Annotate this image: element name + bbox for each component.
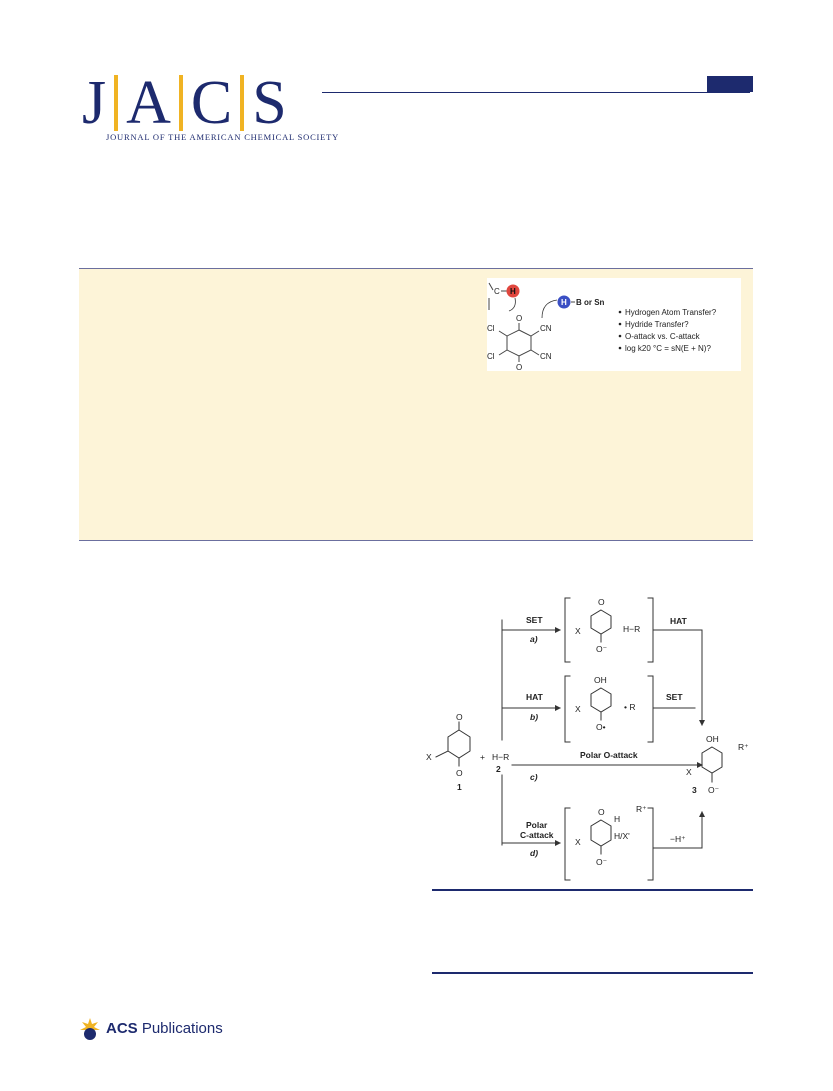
polar-c-line1: Polar [526,820,548,830]
path-c-label: c) [530,772,538,782]
header-tab [707,76,753,92]
header-rule [322,92,750,93]
hr-cation-label: H−R [623,624,641,634]
set-label-right: SET [666,692,683,702]
acs-publications-logo [78,1016,228,1046]
compound-3-number: 3 [692,785,697,795]
x-label-product: X [686,767,692,777]
hat-label-right: HAT [670,616,687,626]
o-minus-label-a: O⁻ [596,644,608,654]
h-label-d: H [614,814,621,824]
path-a-label: a) [530,634,538,644]
acs-publications-text: Publications [137,1020,223,1037]
o-bottom-label: O [516,363,523,371]
scheme-caption-rule-top [432,889,753,891]
ch-c-label: C [494,287,500,296]
o-dot-label: O• [596,722,606,732]
x-label-a: X [575,626,581,636]
oh-label-b: OH [594,675,607,685]
path-d-label: d) [530,848,539,858]
acs-bold-text: ACS [106,1020,138,1037]
journal-subtitle: JOURNAL OF THE AMERICAN CHEMICAL SOCIETY [106,132,340,142]
toc-graphic [487,278,741,371]
scheme-caption-rule-bottom [432,972,753,974]
r-radical-label: • R [624,702,636,712]
set-label: SET [526,615,543,625]
o-label-bottom: O [456,768,463,778]
o-top-label: O [516,314,523,323]
journal-logo [82,69,340,144]
logo-divider [179,75,183,131]
polar-c-line2: C-attack [520,830,554,840]
hr-reagent: H−R [492,752,510,762]
hx-label: H/X' [614,831,630,841]
reaction-scheme [420,590,760,890]
path-b-label: b) [530,712,539,722]
logo-letter-a: A [126,69,171,137]
compound-2-number: 2 [496,764,501,774]
x-label-d: X [575,837,581,847]
toc-bullet-2: Hydride Transfer? [625,320,689,329]
logo-divider [114,75,118,131]
oh-label-product: OH [706,734,719,744]
toc-bullet-4: log k20 °C = sN(E + N)? [625,344,711,353]
o-minus-label-product: O⁻ [708,785,720,795]
o-label-d: O [598,807,605,817]
logo-letter-s: S [252,69,287,137]
r-plus-product: R⁺ [738,742,749,752]
cn2-label: CN [540,352,552,361]
polar-o-attack-label: Polar O-attack [580,750,638,760]
hat-label: HAT [526,692,543,702]
cl2-label: Cl [487,352,495,361]
r-plus-d: R⁺ [636,804,647,814]
x-label-b: X [575,704,581,714]
x-label: X [426,752,432,762]
plus-sign: + [480,752,485,762]
acs-emblem-icon [78,1016,102,1042]
ch-h-label: H [510,287,516,296]
o-label-a: O [598,597,605,607]
cl1-label: Cl [487,324,495,333]
toc-bullet-3: O-attack vs. C-attack [625,332,700,341]
reagent-label: B or Sn [576,298,605,307]
o-minus-label-d: O⁻ [596,857,608,867]
toc-bullet-1: Hydrogen Atom Transfer? [625,308,717,317]
minus-h-label: −H⁺ [670,834,686,844]
cn1-label: CN [540,324,552,333]
logo-letter-c: C [190,69,233,137]
compound-1-number: 1 [457,782,462,792]
o-label: O [456,712,463,722]
logo-letter-j: J [82,69,107,137]
logo-divider [240,75,244,131]
reagent-h-label: H [561,298,567,307]
